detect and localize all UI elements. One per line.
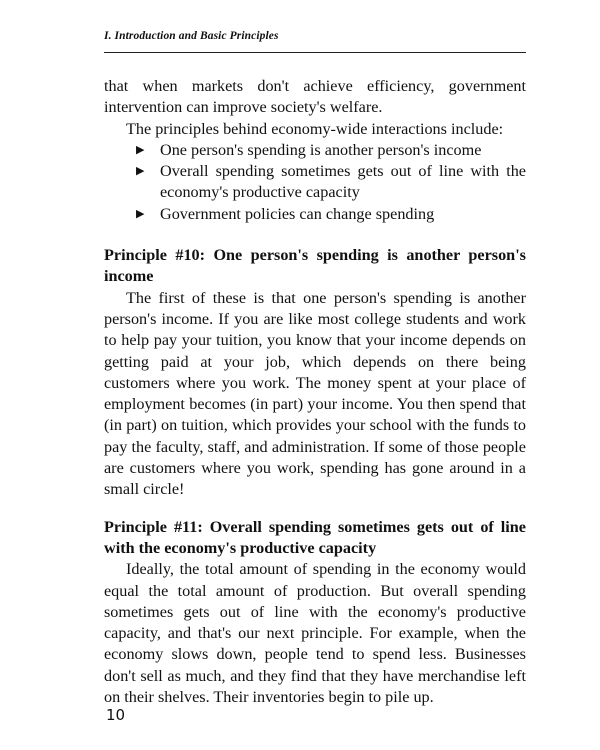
triangle-bullet-icon: ▶	[136, 207, 145, 220]
heading-principle-10: Principle #10: One person's spending is another person's income	[104, 246, 526, 286]
page-number: 10	[106, 706, 126, 724]
running-head: I. Introduction and Basic Principles	[104, 30, 279, 42]
header-rule	[104, 52, 526, 53]
list-item-text: One person's spending is another person's income	[160, 140, 482, 159]
spacer	[104, 501, 526, 517]
list-item	[104, 140, 526, 161]
list-item	[104, 204, 526, 225]
list-item	[104, 161, 526, 204]
principles-lead: The principles behind economy-wide interactions include:	[126, 119, 504, 138]
list-item-text: Government policies can change spending	[160, 204, 435, 223]
list-item-text: Overall spending sometimes gets out of line with the economy's productive capacity	[160, 162, 526, 202]
paragraph-intro: that when markets don't achieve efficiency, government intervention can improve society's welfare.	[104, 77, 526, 117]
paragraph-principle-11: Ideally, the total amount of spending in the economy would equal the total amount of production. But overall spending sometimes gets out of line with the economy's productive capacity, and that's our next principle. For example, when the economy slows down, people tend to spend less. Businesses don't sell as much, and they find that they have merchandise left on their shelves. Their inventories begin to pile up.	[104, 560, 526, 707]
triangle-bullet-icon: ▶	[136, 165, 145, 178]
spacer	[104, 225, 526, 245]
heading-principle-11: Principle #11: Overall spending sometimes gets out of line with the economy's productive capacity	[104, 517, 526, 557]
page-body	[104, 76, 526, 708]
paragraph-principle-10: The first of these is that one person's spending is another person's income. If you are like most college students and work to help pay your tuition, you know that your income depends on getting paid at your job, which depends on there being customers where you work. The money spent at your place of employment becomes (in part) your income. You then spend that (in part) on tuition, which provides your school with the funds to pay the faculty, staff, and administration. If some of those people are customers where you work, spending has gone around in a small circle!	[104, 288, 526, 499]
principles-list	[104, 140, 526, 225]
triangle-bullet-icon: ▶	[136, 143, 145, 156]
